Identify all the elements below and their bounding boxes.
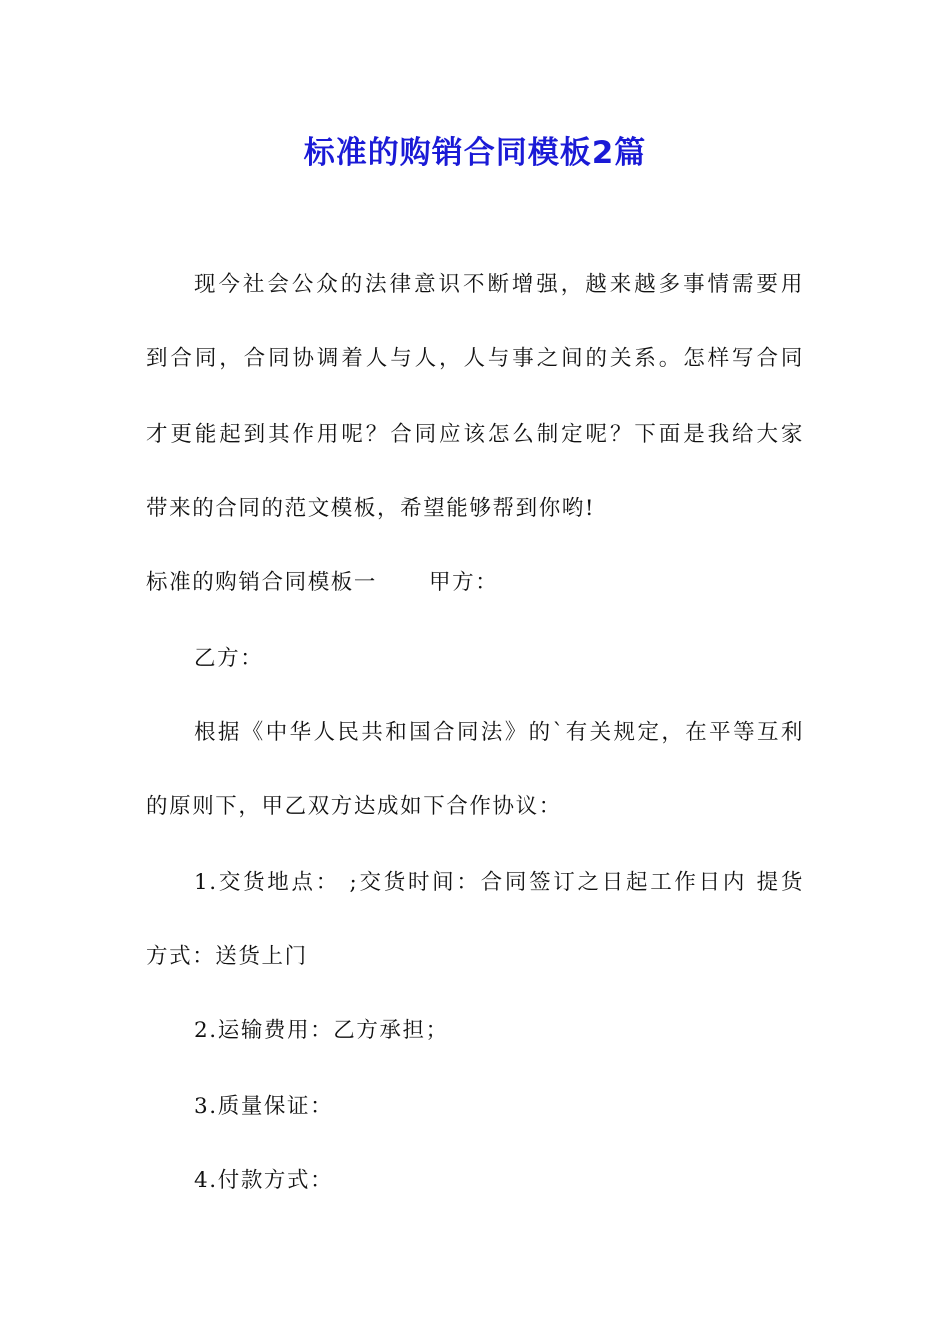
clause-1-line-2: 方式：送货上门 xyxy=(146,944,308,969)
section-heading: 标准的购销合同模板一 xyxy=(146,570,378,595)
section-heading-row xyxy=(146,568,498,598)
basis-line-2: 的原则下，甲乙双方达成如下合作协议： xyxy=(146,794,562,819)
intro-line-4: 带来的合同的范文模板，希望能够帮到你哟! xyxy=(146,496,596,521)
basis-line-1: 根据《中华人民共和国合同法》的`有关规定，在平等互利 xyxy=(194,720,804,745)
party-a-label: 甲方： xyxy=(429,570,499,595)
intro-line-1: 现今社会公众的法律意识不断增强，越来越多事情需要用 xyxy=(194,272,804,297)
party-b-label: 乙方： xyxy=(194,646,264,671)
clause-1-line-1: 1.交货地点： ;交货时间：合同签订之日起工作日内 提货 xyxy=(194,870,804,895)
document-title: 标准的购销合同模板2篇 xyxy=(303,135,647,171)
intro-line-3: 才更能起到其作用呢？合同应该怎么制定呢？下面是我给大家 xyxy=(146,422,804,447)
clause-4: 4.付款方式： xyxy=(194,1168,334,1193)
clause-3: 3.质量保证： xyxy=(194,1094,334,1119)
clause-2: 2.运输费用：乙方承担； xyxy=(194,1018,449,1043)
intro-line-2: 到合同，合同协调着人与人，人与事之间的关系。怎样写合同 xyxy=(146,346,804,371)
